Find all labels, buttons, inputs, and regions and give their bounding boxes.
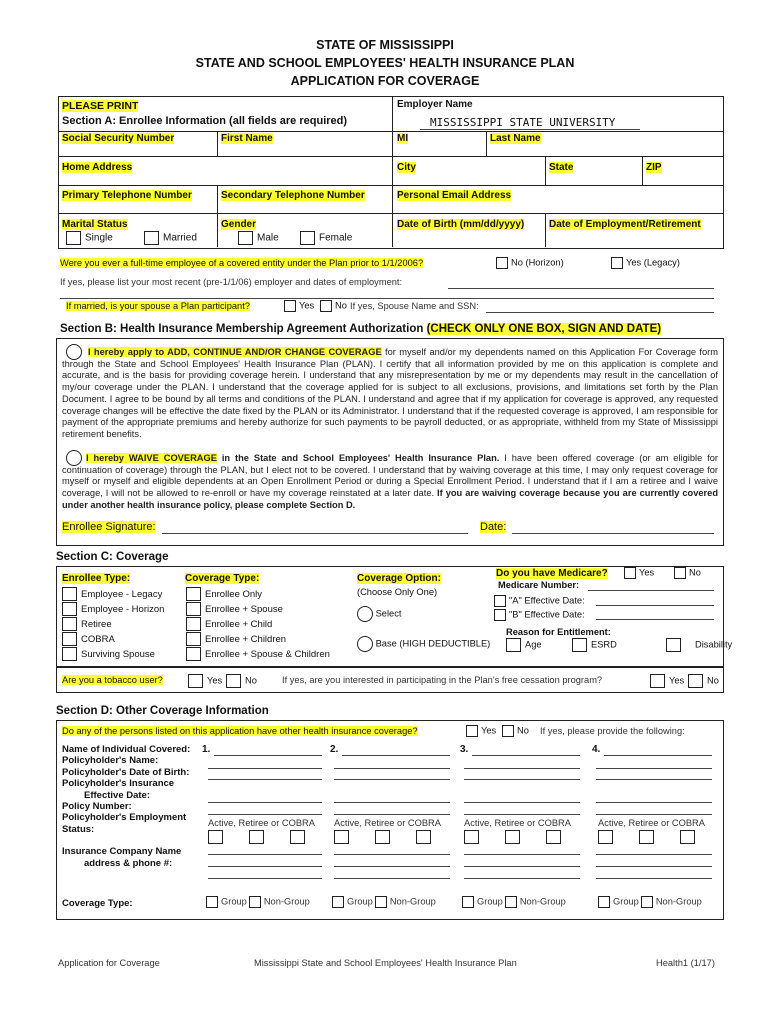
recent-employer-field[interactable] [448,288,714,289]
medicare-number-field[interactable] [588,590,714,591]
ssn-label: Social Security Number [62,133,175,144]
title-line1: STATE OF MISSISSIPPI [316,38,454,52]
select-radio[interactable] [357,606,373,622]
enrollee-type-option: COBRA [62,632,164,647]
apply-text: for myself and/or my dependents named on this Application For Coverage form through the State and School Employees' Health Insurance Plan (PLAN). I certify that all information provided by me on this application is complete and accurate, and is the basis for providing coverage herein. I understand that any misrepresentation by me or my dependents may result in the cancellation of my/our coverage under the PLAN. I understand that the coverage applied for is subject to all exclusions, provisions, and limitations set forth by the Plan Document. I agree to be bound by all terms and conditions of the PLAN. I understand and agree that if my application for coverage is approved, any requested coverage changes will be effective the date fixed by the PLAN or its Administrator. I understand that if the requested coverage is approved, I am responsible for payment of the appropriate premiums and hereby authorize for such payments to be payroll deducted, or as appropriate, withheld from my State of Mississippi retirement benefits. [62,347,719,439]
zip-label: ZIP [646,162,662,173]
part-a-checkbox[interactable] [494,595,506,607]
fulltime-question: Were you ever a full-time employee of a covered entity under the Plan prior to 1/1/2006? [60,258,424,268]
waive-tail: If you are waiving coverage because you are currently covered under another health insurance policy, please complete Section D. [62,488,719,510]
row-label: Effective Date: [84,789,150,801]
marital-status-label: Marital Status [62,219,128,230]
title-line3: APPLICATION FOR COVERAGE [290,74,480,88]
row-label: Name of Individual Covered: [62,744,191,755]
coverage-column-2: 2. Active, Retiree or COBRA Group Non-Group [330,744,454,755]
footer-right: Health1 (1/17) [656,958,715,968]
cessation-yes-checkbox[interactable] [650,674,665,688]
coverage-option-label: Coverage Option: [357,573,441,584]
married-label: Married [163,232,197,244]
male-label: Male [257,232,279,244]
yes-legacy-checkbox[interactable] [611,257,623,269]
medicare-no-checkbox[interactable] [674,567,686,579]
secondary-phone-label: Secondary Telephone Number [221,190,365,201]
esrd-checkbox[interactable] [572,638,587,652]
part-b-date-field[interactable] [596,619,714,620]
single-label: Single [85,232,113,244]
coverage-column-4: 4. Active, Retiree or COBRA Group Non-Group [592,744,716,755]
no-horizon-checkbox[interactable] [496,257,508,269]
single-checkbox[interactable] [66,231,81,245]
dob-label: Date of Birth (mm/dd/yyyy) [397,219,525,230]
first-name-label: First Name [221,133,273,144]
row-label: Policyholder's Insurance [62,778,175,790]
part-a-label: "A" Effective Date: [509,595,585,606]
reason-label: Reason for Entitlement: [506,627,611,637]
medicare-yes-checkbox[interactable] [624,567,636,579]
city-label: City [397,162,416,173]
state-label: State [549,162,574,173]
cessation-no-checkbox[interactable] [688,674,703,688]
home-address-label: Home Address [62,162,133,173]
section-c-title: Section C: Coverage [56,551,169,563]
if-yes-label: If yes, please provide the following: [540,726,685,736]
coverage-type-option: Enrollee + Child [186,617,330,632]
employer-name-label: Employer Name [397,99,473,110]
last-name-label: Last Name [490,133,541,144]
employer-name-value[interactable]: MISSISSIPPI STATE UNIVERSITY [430,116,616,129]
married-checkbox[interactable] [144,231,159,245]
enrollee-type-option: Retiree [62,617,164,632]
mi-label: MI [397,133,409,144]
row-label: Policy Number: [62,801,132,813]
coverage-type-label: Coverage Type: [185,573,260,584]
other-coverage-question: Do any of the persons listed on this application have other health insurance coverage? [62,726,418,736]
female-checkbox[interactable] [300,231,315,245]
coverage-column-3: 3. Active, Retiree or COBRA Group Non-Group [460,744,584,755]
spouse-question: If married, is your spouse a Plan participant? [66,301,250,311]
coverage-type-option: Enrollee Only [186,587,330,602]
cessation-question: If yes, are you interested in participating in the Plan's free cessation program? [282,675,603,685]
coverage-type-option: Enrollee + Spouse [186,602,330,617]
yes-legacy-label: Yes (Legacy) [626,257,680,268]
section-b-title: Section B: Health Insurance Membership Agreement Authorization [60,323,424,335]
spouse-no-checkbox[interactable] [320,300,332,312]
primary-phone-label: Primary Telephone Number [62,190,192,201]
date-field[interactable] [512,533,714,534]
waive-heading: I hereby WAIVE COVERAGE [86,453,217,463]
signature-field[interactable] [162,533,468,534]
email-label: Personal Email Address [397,190,512,201]
age-checkbox[interactable] [506,638,521,652]
tobacco-no-checkbox[interactable] [226,674,241,688]
part-b-label: "B" Effective Date: [509,609,585,620]
age-label: Age [525,639,542,650]
no-horizon-label: No (Horizon) [511,257,564,268]
row-label: Policyholder's Name: [62,755,159,767]
gender-label: Gender [221,219,257,230]
waive-text: I have been offered coverage (or am eligible for continuation of coverage) through the PLAN, but I elect not to be covered. I understand that by waiving coverage at this time, I may only request coverage for myself or myself and eligible dependents at an Open Enrollment Period or during a Special Enrollment Period. I understand that if I am a retiree and I waive coverage, I will not be allowed to re-enroll or have my coverage reinstated at a later date. [62,453,718,499]
medicare-question: Do you have Medicare? [496,568,608,579]
enrollee-type-option: Surviving Spouse [62,647,164,662]
apply-heading: I hereby apply to ADD, CONTINUE AND/OR CHANGE COVERAGE [88,347,382,357]
base-label: Base (HIGH DEDUCTIBLE) [375,638,491,649]
row-label: Status: [62,823,95,835]
esrd-label: ESRD [591,639,617,650]
row-label: address & phone #: [84,857,173,869]
part-b-checkbox[interactable] [494,609,506,621]
other-coverage-no-checkbox[interactable] [502,725,514,737]
spouse-yes-checkbox[interactable] [284,300,296,312]
coverage-type-option: Enrollee + Children [186,632,330,647]
section-a-title: Section A: Enrollee Information (all fields are required) [62,115,348,127]
please-print: PLEASE PRINT [62,100,139,112]
tobacco-yes-checkbox[interactable] [188,674,203,688]
enrollee-type-option: Employee - Legacy [62,587,164,602]
row-label: Policyholder's Date of Birth: [62,766,190,778]
section-b-instruction: (CHECK ONLY ONE BOX, SIGN AND DATE) [426,323,662,335]
base-radio[interactable] [357,636,373,652]
spouse-ssn-field[interactable] [486,312,714,313]
coverage-type-option: Enrollee + Spouse & Children [186,647,330,662]
date-label: Date: [480,521,507,533]
title-line2: STATE AND SCHOOL EMPLOYEES' HEALTH INSURANCE PLAN [195,56,575,70]
male-checkbox[interactable] [238,231,253,245]
medicare-number-label: Medicare Number: [498,580,580,590]
tobacco-question: Are you a tobacco user? [62,675,163,685]
coverage-type-row-label: Coverage Type: [62,898,133,909]
disability-label: Disability [695,639,733,650]
footer-center: Mississippi State and School Employees' Health Insurance Plan [254,958,517,968]
spouse-ssn-label: If yes, Spouse Name and SSN: [350,301,479,311]
row-label: Policyholder's Employment [62,812,187,824]
footer-left: Application for Coverage [58,958,160,968]
recent-employer-question: If yes, please list your most recent (pre-1/1/06) employer and dates of employment: [60,277,403,287]
other-coverage-yes-checkbox[interactable] [466,725,478,737]
enrollee-type-label: Enrollee Type: [62,573,131,584]
row-label: Insurance Company Name [62,846,182,858]
enrollee-type-option: Employee - Horizon [62,602,164,617]
signature-label: Enrollee Signature: [62,521,156,533]
part-a-date-field[interactable] [596,605,714,606]
section-d-title: Section D: Other Coverage Information [56,705,269,717]
doe-label: Date of Employment/Retirement [549,219,701,230]
disability-checkbox[interactable] [666,638,681,652]
choose-one-label: (Choose Only One) [357,587,438,597]
coverage-column-1: 1. Active, Retiree or COBRA Group Non-Group [202,744,326,755]
select-label: Select [375,608,402,619]
female-label: Female [319,232,353,244]
